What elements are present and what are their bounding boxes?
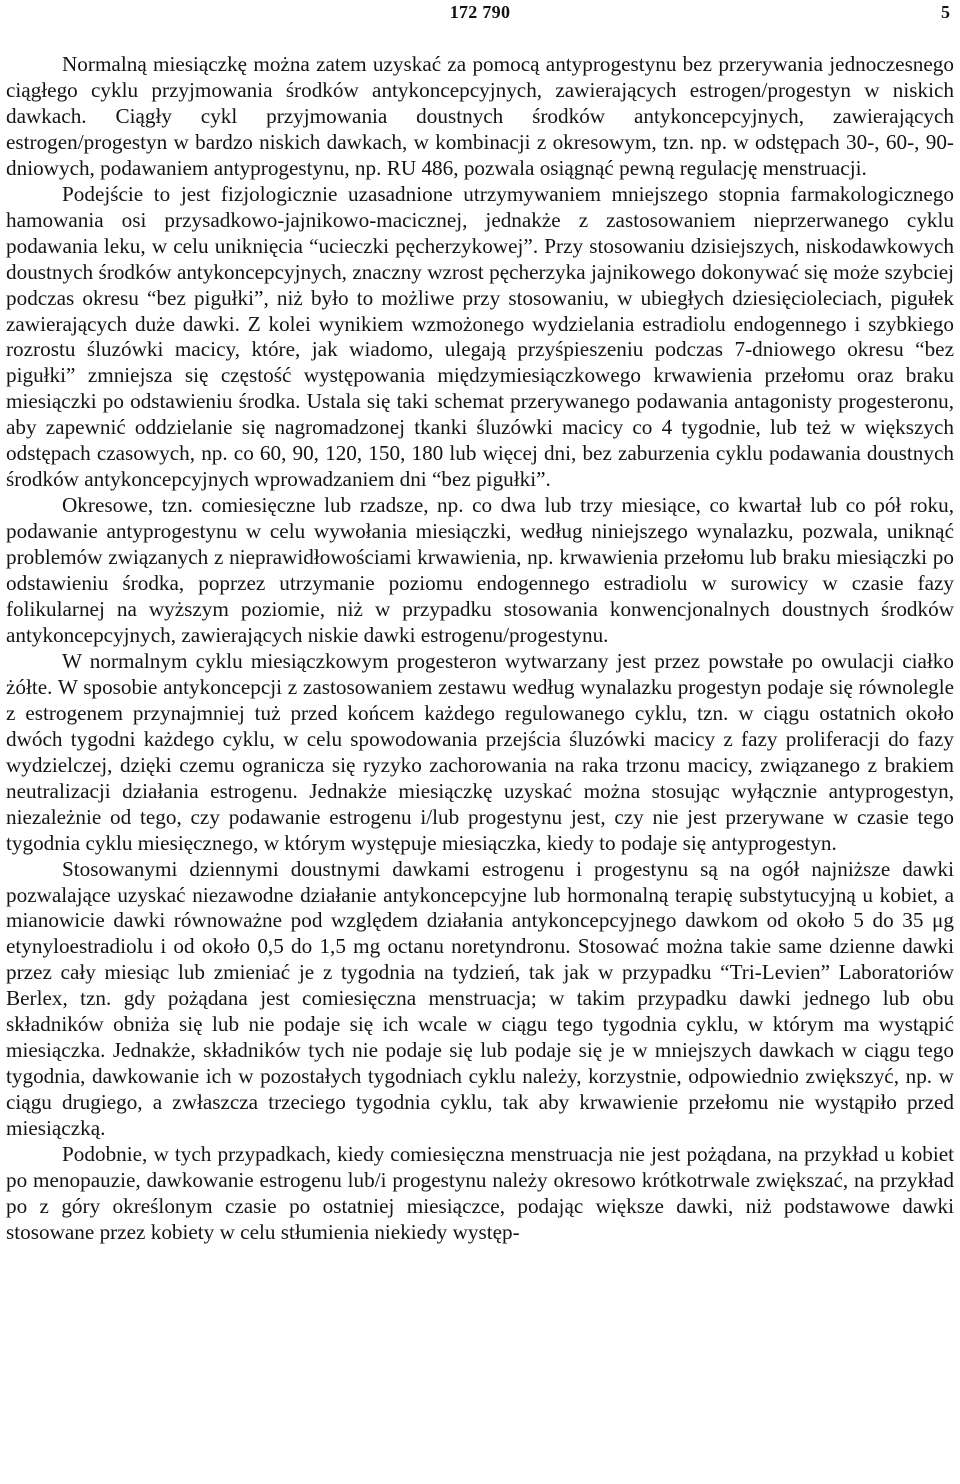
paragraph: Normalną miesiączkę można zatem uzyskać za pomocą antyprogestynu bez przerywania jednoczesnego ciągłego cyklu przyjmowania środków antykoncepcyjnych, zawierających estrogen/progestyn w niskich dawkach. Ciągły cykl przyjmowania doustnych środków antykoncepcyjnych, zawierających estrogen/progestyn w bardzo niskich dawkach, w kombinacji z okresowym, tzn. np. w odstępach 30-, 60-, 90-dniowych, podawaniem antyprogestynu, np. RU 486, pozwala osiągnąć pewną regulację menstruacji. <box>6 52 954 180</box>
page-header <box>0 2 960 24</box>
body-text <box>6 52 954 1246</box>
paragraph: Podobnie, w tych przypadkach, kiedy comiesięczna menstruacja nie jest pożądana, na przykład u kobiet po menopauzie, dawkowanie estrogenu lub/i progestynu należy okresowo krótkotrwale zwiększać, na przykład po z góry określonym czasie po ostatniej miesiączce, podając większe dawki, niż podstawowe dawki stosowane przez kobiety w celu stłumienia niekiedy występ- <box>6 1142 954 1244</box>
paragraph: Podejście to jest fizjologicznie uzasadnione utrzymywaniem mniejszego stopnia farmakologicznego hamowania osi przysadkowo-jajnikowo-macicznej, jednakże z zastosowaniem nieprzerwanego cyklu podawania leku, w celu uniknięcia “ucieczki pęcherzykowej”. Przy stosowaniu dzisiejszych, niskodawkowych doustnych środków antykoncepcyjnych, znaczny wzrost pęcherzyka jajnikowego dokonywać się może szybciej podczas okresu “bez pigułki”, niż było to możliwe przy stosowaniu, w ubiegłych dziesięcioleciach, pigułek zawierających duże dawki. Z kolei wynikiem wzmożonego wydzielania estradiolu endogennego i szybkiego rozrostu śluzówki macicy, które, jak wiadomo, ulegają przyśpieszeniu podczas 7-dniowego okresu “bez pigułki” zmniejsza się częstość występowania międzymiesiączkowego krwawienia przełomu oraz braku miesiączki po odstawieniu środka. Ustala się taki schemat przerywanego podawania antagonisty progesteronu, aby zapewnić oddzielanie się nagromadzonej tkanki śluzówki macicy co 4 tygodnie, lub też w większych odstępach czasowych, np. co 60, 90, 120, 150, 180 lub więcej dni, bez zaburzenia cyklu podawania doustnych środków antykoncepcyjnych wprowadzaniem dni “bez pigułki”. <box>6 181 954 492</box>
paragraph: Stosowanymi dziennymi doustnymi dawkami estrogenu i progestynu są na ogół najniższe dawki pozwalające uzyskać niezawodne działanie antykoncepcyjne lub hormonalną terapię substytucyjną u kobiet, a mianowicie dawki równoważne pod względem działania antykoncepcyjnego dawkom od około 5 do 35 μg etynyloestradiolu i od około 0,5 do 1,5 mg octanu noretyndronu. Stosować można takie same dzienne dawki przez cały miesiąc lub zmieniać je z tygodnia na tydzień, tak jak w przypadku “Tri-Levien” Laboratoriów Berlex, tzn. gdy pożądana jest comiesięczna menstruacja; w takim przypadku dawki jednego lub obu składników obniża się lub nie podaje się ich wcale w ciągu tego tygodnia cyklu, w którym ma wystąpić miesiączka. Jednakże, składników tych nie podaje się lub podaje się je w mniejszych dawkach w ciągu tego tygodnia, dawkowanie ich w pozostałych tygodniach cyklu należy, korzystnie, odpowiednio zwiększyć, np. w ciągu drugiego, a zwłaszcza trzeciego tygodnia cyklu, tak aby krwawienie przełomu nie wystąpiło przed miesiączką. <box>6 856 954 1141</box>
patent-number: 172 790 <box>449 2 511 22</box>
paragraph: W normalnym cyklu miesiączkowym progesteron wytwarzany jest przez powstałe po owulacji ciałko żółte. W sposobie antykoncepcji z zastosowaniem zestawu według wynalazku progestyn podaje się równolegle z estrogenem przynajmniej tuż przed końcem każdego regulowanego cyklu, tzn. w ciągu ostatnich około dwóch tygodni każdego cyklu, w celu spowodowania przejścia śluzówki macicy z fazy proliferacji do fazy wydzielczej, dzięki czemu ogranicza się ryzyko zachorowania na raka trzonu macicy, związanego z brakiem neutralizacji działania estrogenu. Jednakże miesiączkę uzyskać można stosując wyłącznie antyprogestyn, niezależnie od tego, czy podawanie estrogenu i/lub progestynu jest, czy nie jest przerywane w czasie tego tygodnia cyklu miesięcznego, w którym występuje miesiączka, kiedy to podaje się antyprogestyn. <box>6 648 954 855</box>
page-number: 5 <box>941 2 950 22</box>
paragraph: Okresowe, tzn. comiesięczne lub rzadsze, np. co dwa lub trzy miesiące, co kwartał lub co pół roku, podawanie antyprogestynu w celu wywołania miesiączki, według niniejszego wynalazku, pozwala, uniknąć problemów związanych z nieprawidłowościami krwawienia, np. krwawienia przełomu lub braku miesiączki po odstawieniu środka, poprzez utrzymanie poziomu endogennego estradiolu w surowicy w czasie fazy folikularnej na wyższym poziomie, niż w przypadku stosowania konwencjonalnych doustnych środków antykoncepcyjnych, zawierających niskie dawki estrogenu/progestynu. <box>6 493 954 647</box>
